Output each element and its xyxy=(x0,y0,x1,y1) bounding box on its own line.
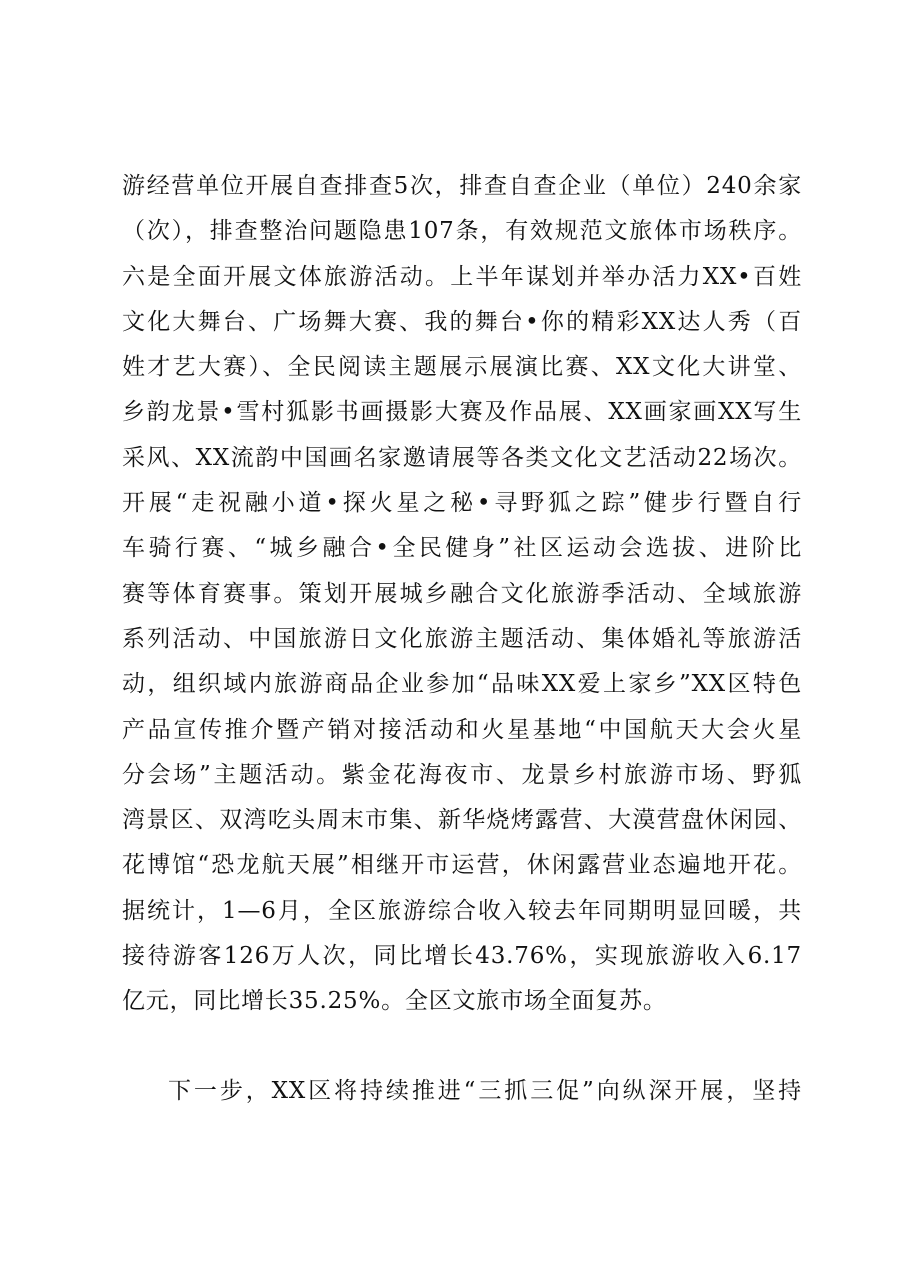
text-line: 开展“走祝融小道•探火星之秘•寻野狐之踪”健步行暨自行 xyxy=(122,490,802,517)
text-line: 游经营单位开展自查排查5次，排查自查企业（单位）240余家 xyxy=(122,173,802,199)
paragraph-2 xyxy=(122,1069,802,1114)
text-line: 动，组织域内旅游商品企业参加“品味XX爱上家乡”XX区特色 xyxy=(122,671,802,698)
text-line: 车骑行赛、“城乡融合•全民健身”社区运动会选拔、进阶比 xyxy=(122,535,802,562)
text-line: 采风、XX流韵中国画名家邀请展等各类文化文艺活动22场次。 xyxy=(122,444,802,471)
text-line: 接待游客126万人次，同比增长43.76%，实现旅游收入6.17 xyxy=(122,943,802,970)
text-line: 六是全面开展文体旅游活动。上半年谋划并举办活力XX•百姓 xyxy=(122,263,802,290)
text-line: 姓才艺大赛）、全民阅读主题展示展演比赛、XX文化大讲堂、 xyxy=(122,354,802,381)
text-line: 亿元，同比增长35.25%。全区文旅市场全面复苏。 xyxy=(122,988,667,1015)
text-line: 赛等体育赛事。策划开展城乡融合文化旅游季活动、全域旅游 xyxy=(122,580,802,607)
text-line: 花博馆“恐龙航天展”相继开市运营，休闲露营业态遍地开花。 xyxy=(122,852,802,879)
text-line: 系列活动、中国旅游日文化旅游主题活动、集体婚礼等旅游活 xyxy=(122,625,802,652)
text-line: 产品宣传推介暨产销对接活动和火星基地“中国航天大会火星 xyxy=(122,716,802,743)
text-line: 乡韵龙景•雪村狐影书画摄影大赛及作品展、XX画家画XX写生 xyxy=(122,399,802,426)
text-line: 湾景区、双湾吃头周末市集、新华烧烤露营、大漠营盘休闲园、 xyxy=(122,807,802,834)
text-line: （次），排查整治问题隐患107条，有效规范文旅体市场秩序。 xyxy=(122,218,802,245)
paragraph-1 xyxy=(122,164,802,1025)
text-line: 下一步，XX区将持续推进“三抓三促”向纵深开展，坚持 xyxy=(168,1078,802,1104)
text-line: 分会场”主题活动。紫金花海夜市、龙景乡村旅游市场、野狐 xyxy=(122,761,802,788)
text-line: 文化大舞台、广场舞大赛、我的舞台•你的精彩XX达人秀（百 xyxy=(122,308,802,335)
text-line: 据统计，1—6月，全区旅游综合收入较去年同期明显回暖，共 xyxy=(122,897,802,924)
